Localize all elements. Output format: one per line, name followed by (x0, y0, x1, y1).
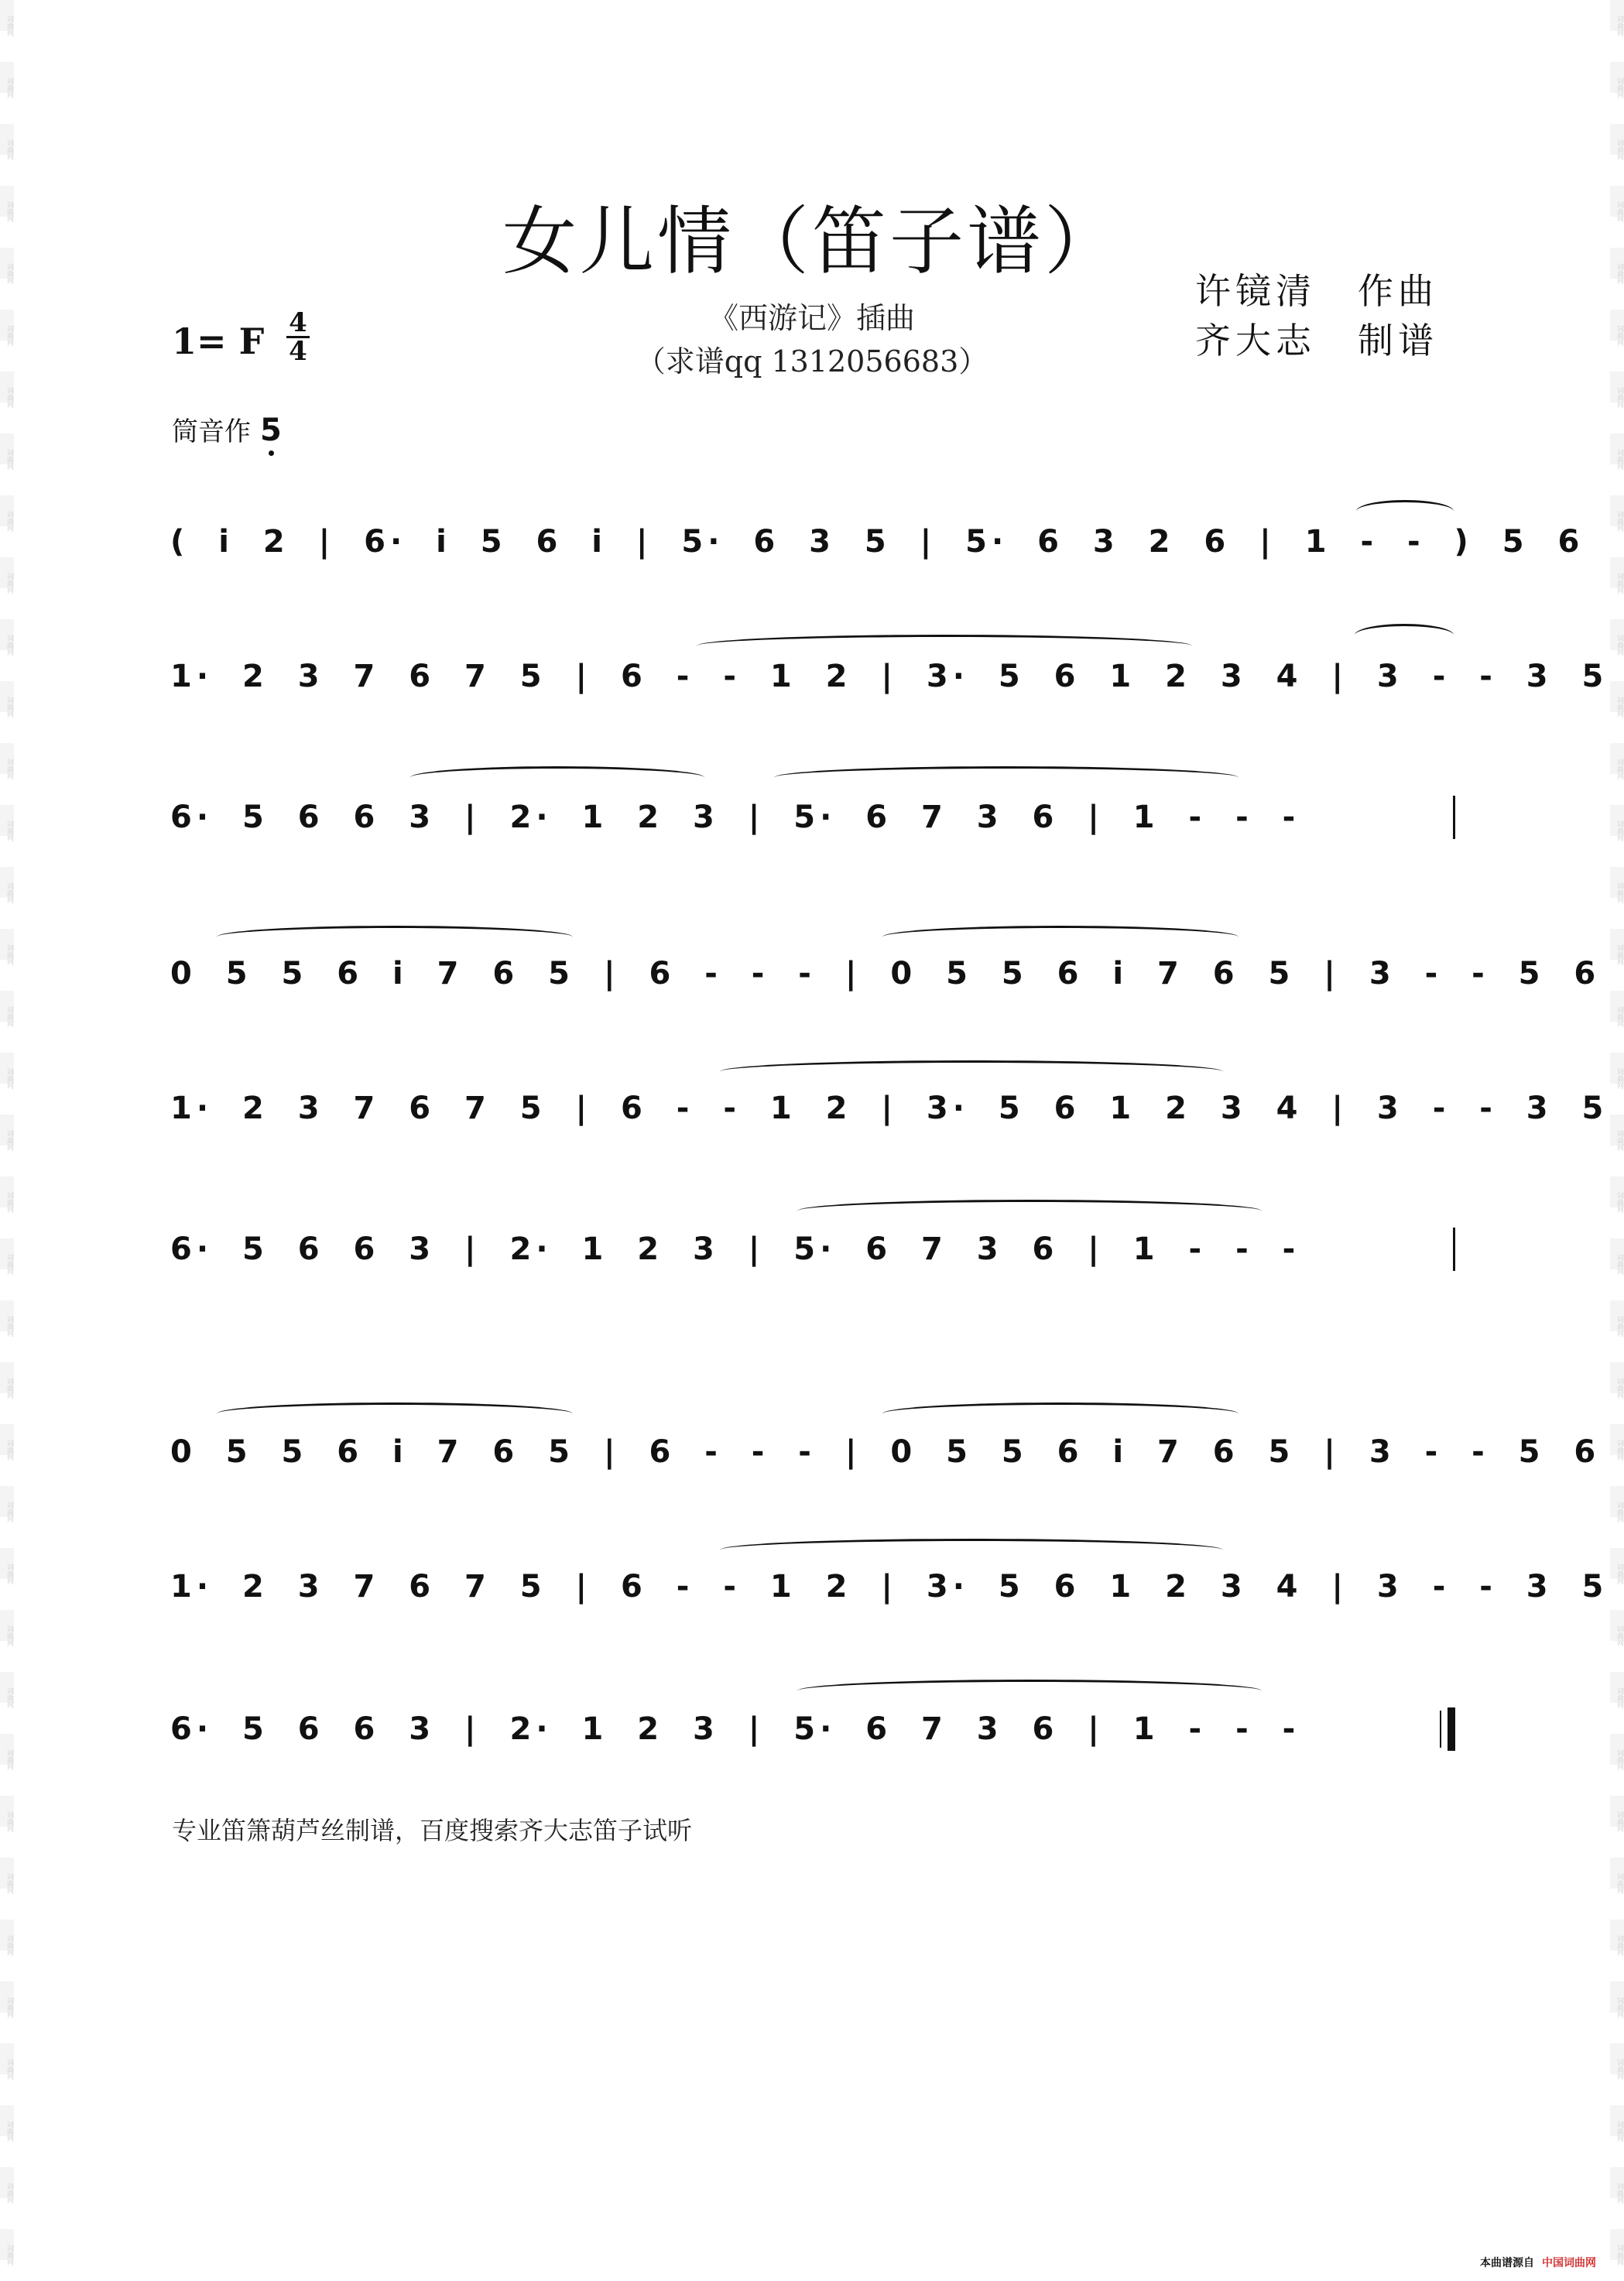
margin-watermark-text: 词曲网 (5, 2183, 13, 2204)
transcriber-name: 齐大志 (1195, 320, 1316, 361)
margin-watermark-text: 词曲网 (1615, 2059, 1623, 2080)
margin-watermark-text: 词曲网 (5, 15, 13, 36)
margin-watermark-text: 词曲网 (1615, 201, 1623, 222)
margin-watermark-text: 词曲网 (1615, 1254, 1623, 1275)
margin-watermark-text: 词曲网 (1615, 2183, 1623, 2204)
slur (217, 926, 573, 948)
margin-watermark-text: 词曲网 (5, 820, 13, 841)
margin-watermark-text: 词曲网 (5, 1563, 13, 1584)
margin-watermark-text: 词曲网 (1615, 263, 1623, 284)
margin-watermark-text: 词曲网 (5, 1254, 13, 1275)
margin-watermark-text: 词曲网 (1615, 1068, 1623, 1089)
time-signature (285, 307, 311, 367)
margin-watermark-text: 词曲网 (5, 201, 13, 222)
staff-line-notes: 6· 5 6 6 3 | 2· 1 2 3 | 5· 6 7 3 6 | 1 - - - (170, 1711, 1300, 1747)
margin-watermark-text: 词曲网 (1615, 1502, 1623, 1522)
margin-watermark-text: 词曲网 (1615, 820, 1623, 841)
staff-line-1 (170, 514, 1585, 570)
margin-watermark-text: 词曲网 (5, 387, 13, 408)
margin-watermark-text: 词曲网 (5, 1130, 13, 1151)
margin-watermark-text: 词曲网 (5, 77, 13, 98)
margin-watermark-text: 词曲网 (5, 325, 13, 346)
staff-line-5 (170, 1081, 1609, 1136)
source-label: 本曲谱源自 (1480, 2257, 1534, 2269)
time-signature-top: 4 (289, 307, 307, 338)
staff-line-notes: 1· 2 3 7 6 7 5 | 6 - - 1 2 | 3· 5 6 1 2 3 4 | 3 - - 3 5 (170, 1569, 1609, 1605)
slur (217, 1403, 573, 1425)
composer-role: 作曲 (1358, 270, 1438, 312)
margin-watermark-text: 词曲网 (5, 1502, 13, 1522)
margin-watermark-text: 词曲网 (1615, 1873, 1623, 1894)
margin-watermark-text: 词曲网 (5, 1192, 13, 1213)
margin-watermark-text: 词曲网 (1615, 1811, 1623, 1832)
margin-watermark-text: 词曲网 (1615, 1997, 1623, 2018)
margin-watermark-text: 词曲网 (5, 1687, 13, 1708)
staff-line-notes: 1· 2 3 7 6 7 5 | 6 - - 1 2 | 3· 5 6 1 2 3 4 | 3 - - 3 5 (170, 1091, 1609, 1126)
margin-watermark-text: 词曲网 (1615, 1378, 1623, 1399)
margin-watermark-text: 词曲网 (1615, 1749, 1623, 1770)
margin-watermark-text: 词曲网 (5, 573, 13, 594)
margin-watermark-text: 词曲网 (1615, 882, 1623, 903)
margin-watermark-text: 词曲网 (1615, 944, 1623, 965)
margin-watermark-text: 词曲网 (1615, 697, 1623, 718)
slur (774, 766, 1239, 789)
slur (882, 926, 1239, 948)
margin-watermark-text: 词曲网 (1615, 1625, 1623, 1646)
final-bar-line (1448, 1707, 1455, 1751)
staff-line-8 (170, 1559, 1609, 1615)
bar-line (1453, 1228, 1455, 1271)
margin-watermark-text: 词曲网 (5, 1440, 13, 1461)
margin-watermark-text: 词曲网 (1615, 635, 1623, 656)
staff-line-3 (170, 789, 1455, 845)
margin-watermark-text: 词曲网 (5, 759, 13, 779)
margin-watermark-text: 词曲网 (5, 1811, 13, 1832)
tonic-label: 筒音作 (172, 416, 251, 447)
contact-line: （求谱qq 1312056683） (636, 344, 988, 378)
margin-watermark-text: 词曲网 (5, 511, 13, 532)
margin-watermark-text: 词曲网 (5, 2245, 13, 2266)
score-title: 女儿情（笛子谱） (502, 198, 1122, 285)
margin-watermark-text: 词曲网 (5, 944, 13, 965)
source-credit (1480, 2255, 1596, 2270)
credits (1195, 266, 1438, 365)
margin-watermark-text: 词曲网 (1615, 1130, 1623, 1151)
margin-watermark-text: 词曲网 (1615, 573, 1623, 594)
margin-watermark-text: 词曲网 (5, 1997, 13, 2018)
slur (1355, 624, 1454, 646)
slur (797, 1200, 1262, 1222)
margin-watermark-text: 词曲网 (1615, 449, 1623, 470)
slur (720, 1060, 1223, 1083)
staff-line-notes: 0 5 5 6 i 7 6 5 | 6 - - - | 0 5 5 6 i 7 6 5 | 3 - - 5 6 (170, 956, 1601, 992)
staff-line-4 (170, 946, 1601, 1002)
margin-watermark-text: 词曲网 (5, 449, 13, 470)
margin-watermark-text: 词曲网 (1615, 139, 1623, 160)
staff-line-notes: 6· 5 6 6 3 | 2· 1 2 3 | 5· 6 7 3 6 | 1 - - - (170, 1231, 1300, 1267)
bar-line (1453, 796, 1455, 839)
margin-watermark-text: 词曲网 (5, 1006, 13, 1027)
margin-watermark-text: 词曲网 (1615, 1316, 1623, 1337)
margin-watermark-text: 词曲网 (1615, 2121, 1623, 2142)
transcriber-role: 制谱 (1358, 320, 1438, 361)
composer-name: 许镜清 (1195, 270, 1316, 312)
margin-watermark-text: 词曲网 (5, 1316, 13, 1337)
staff-line-notes: 1· 2 3 7 6 7 5 | 6 - - 1 2 | 3· 5 6 1 2 3 4 | 3 - - 3 5 (170, 659, 1609, 694)
footer-note: 专业笛箫葫芦丝制谱，百度搜索齐大志笛子试听 (172, 1816, 693, 1845)
margin-watermark-text: 词曲网 (1615, 1440, 1623, 1461)
margin-watermark-text: 词曲网 (1615, 15, 1623, 36)
time-signature-bottom: 4 (289, 336, 307, 367)
credit-transcriber (1195, 316, 1438, 365)
staff-line-9 (170, 1701, 1455, 1757)
margin-watermark-text: 词曲网 (1615, 511, 1623, 532)
tonic-value: 5 (260, 413, 282, 448)
margin-watermark-text: 词曲网 (5, 635, 13, 656)
margin-watermark-text: 词曲网 (5, 1068, 13, 1089)
margin-watermark-text: 词曲网 (1615, 77, 1623, 98)
margin-watermark-text: 词曲网 (5, 1749, 13, 1770)
margin-watermark-text: 词曲网 (5, 697, 13, 718)
slur (797, 1680, 1262, 1702)
slur (410, 766, 704, 789)
tonic-note (172, 410, 282, 448)
slur (882, 1403, 1239, 1425)
margin-watermark-text: 词曲网 (1615, 2245, 1623, 2266)
margin-watermark-text: 词曲网 (1615, 759, 1623, 779)
credit-composer (1195, 266, 1438, 316)
margin-watermark-text: 词曲网 (1615, 1006, 1623, 1027)
score-subtitle: 《西游记》插曲 (708, 301, 915, 335)
margin-watermark-text: 词曲网 (5, 1935, 13, 1956)
margin-watermark-text: 词曲网 (5, 1378, 13, 1399)
margin-watermark-text: 词曲网 (1615, 1935, 1623, 1956)
margin-watermark-text: 词曲网 (1615, 1687, 1623, 1708)
staff-line-notes: 0 5 5 6 i 7 6 5 | 6 - - - | 0 5 5 6 i 7 6 5 | 3 - - 5 6 (170, 1434, 1601, 1470)
margin-watermark-text: 词曲网 (1615, 1563, 1623, 1584)
margin-watermark-text: 词曲网 (5, 1625, 13, 1646)
staff-line-notes: ( i 2 | 6· i 5 6 i | 5· 6 3 5 | 5· 6 3 2 6 | 1 - - ) 5 6 (170, 524, 1585, 560)
margin-watermark-text: 词曲网 (5, 263, 13, 284)
key-signature: 1= F (172, 320, 265, 362)
staff-line-notes: 6· 5 6 6 3 | 2· 1 2 3 | 5· 6 7 3 6 | 1 - - - (170, 800, 1300, 835)
margin-watermark-text: 词曲网 (1615, 387, 1623, 408)
source-brand: 中国词曲网 (1542, 2257, 1596, 2269)
margin-watermark-text: 词曲网 (1615, 325, 1623, 346)
slur (1356, 500, 1454, 522)
margin-watermark-text: 词曲网 (5, 2059, 13, 2080)
margin-watermark-text: 词曲网 (5, 1873, 13, 1894)
slur (720, 1539, 1223, 1561)
margin-watermark-text: 词曲网 (5, 882, 13, 903)
margin-watermark-text: 词曲网 (1615, 1192, 1623, 1213)
staff-line-6 (170, 1221, 1455, 1277)
staff-line-7 (170, 1424, 1601, 1480)
margin-watermark-text: 词曲网 (5, 139, 13, 160)
margin-watermark-text: 词曲网 (5, 2121, 13, 2142)
slur (697, 635, 1192, 657)
